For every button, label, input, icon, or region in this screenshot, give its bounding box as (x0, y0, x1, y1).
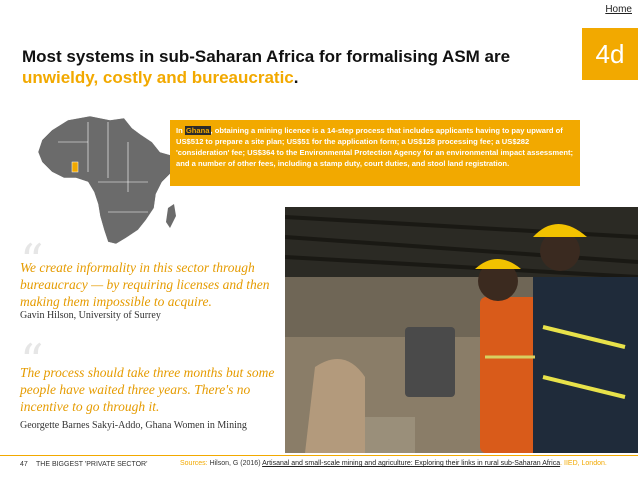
africa-map (28, 112, 188, 250)
africa-silhouette (38, 116, 180, 244)
sources-author: Hilson, G (2016) (207, 460, 263, 467)
miners-photo (285, 207, 638, 453)
ghana-highlight (72, 162, 78, 172)
title-end: . (293, 68, 299, 87)
home-link[interactable]: Home (605, 4, 632, 15)
title-text: Most systems in sub-Saharan Africa for formalising ASM are (22, 47, 511, 66)
infobox-country: Ghana (185, 126, 210, 135)
madagascar (166, 204, 176, 228)
report-name: THE BIGGEST 'PRIVATE SECTOR' (36, 461, 148, 468)
infobox-prefix: In (176, 126, 185, 135)
sources-label: Sources: (180, 460, 208, 467)
quote-text: We create informality in this sector through bureaucracy — by requiring licenses and then making them impossible to acquire. (20, 260, 270, 309)
page-number: 47 (20, 461, 28, 468)
quote-author: Georgette Barnes Sakyi-Addo, Ghana Women in Mining (20, 420, 247, 431)
quote-author: Gavin Hilson, University of Surrey (20, 310, 161, 321)
sources-link[interactable]: Artisanal and small-scale mining and agriculture: Exploring their links in rural sub-Saharan Africa (262, 460, 561, 467)
section-badge: 4d (582, 28, 638, 80)
title-highlight: unwieldy, costly and bureaucratic (22, 68, 294, 87)
ghana-info-box (170, 120, 580, 186)
sources-line (180, 460, 607, 467)
sources-rest: . IIED, London. (560, 460, 607, 467)
infobox-text: , obtaining a mining licence is a 14-step process that includes applicants having to pay upward of US$512 to prepare a site plan; US$51 for the application form; a US$128 processing fee; a US$282 'consideration' fee; US$364 to the Environmental Protection Agency for an environmental impact assessment; and a number of other fees, including a stamp duty, court duties, and stool land registration. (176, 126, 574, 168)
footer-divider (0, 455, 638, 456)
quote-mark-icon: “ (20, 334, 44, 388)
quote-text: The process should take three months but some people have waited three years. There's no incentive to go through it. (20, 365, 275, 414)
page-title (22, 46, 562, 88)
quote-mark-icon: “ (20, 234, 44, 288)
